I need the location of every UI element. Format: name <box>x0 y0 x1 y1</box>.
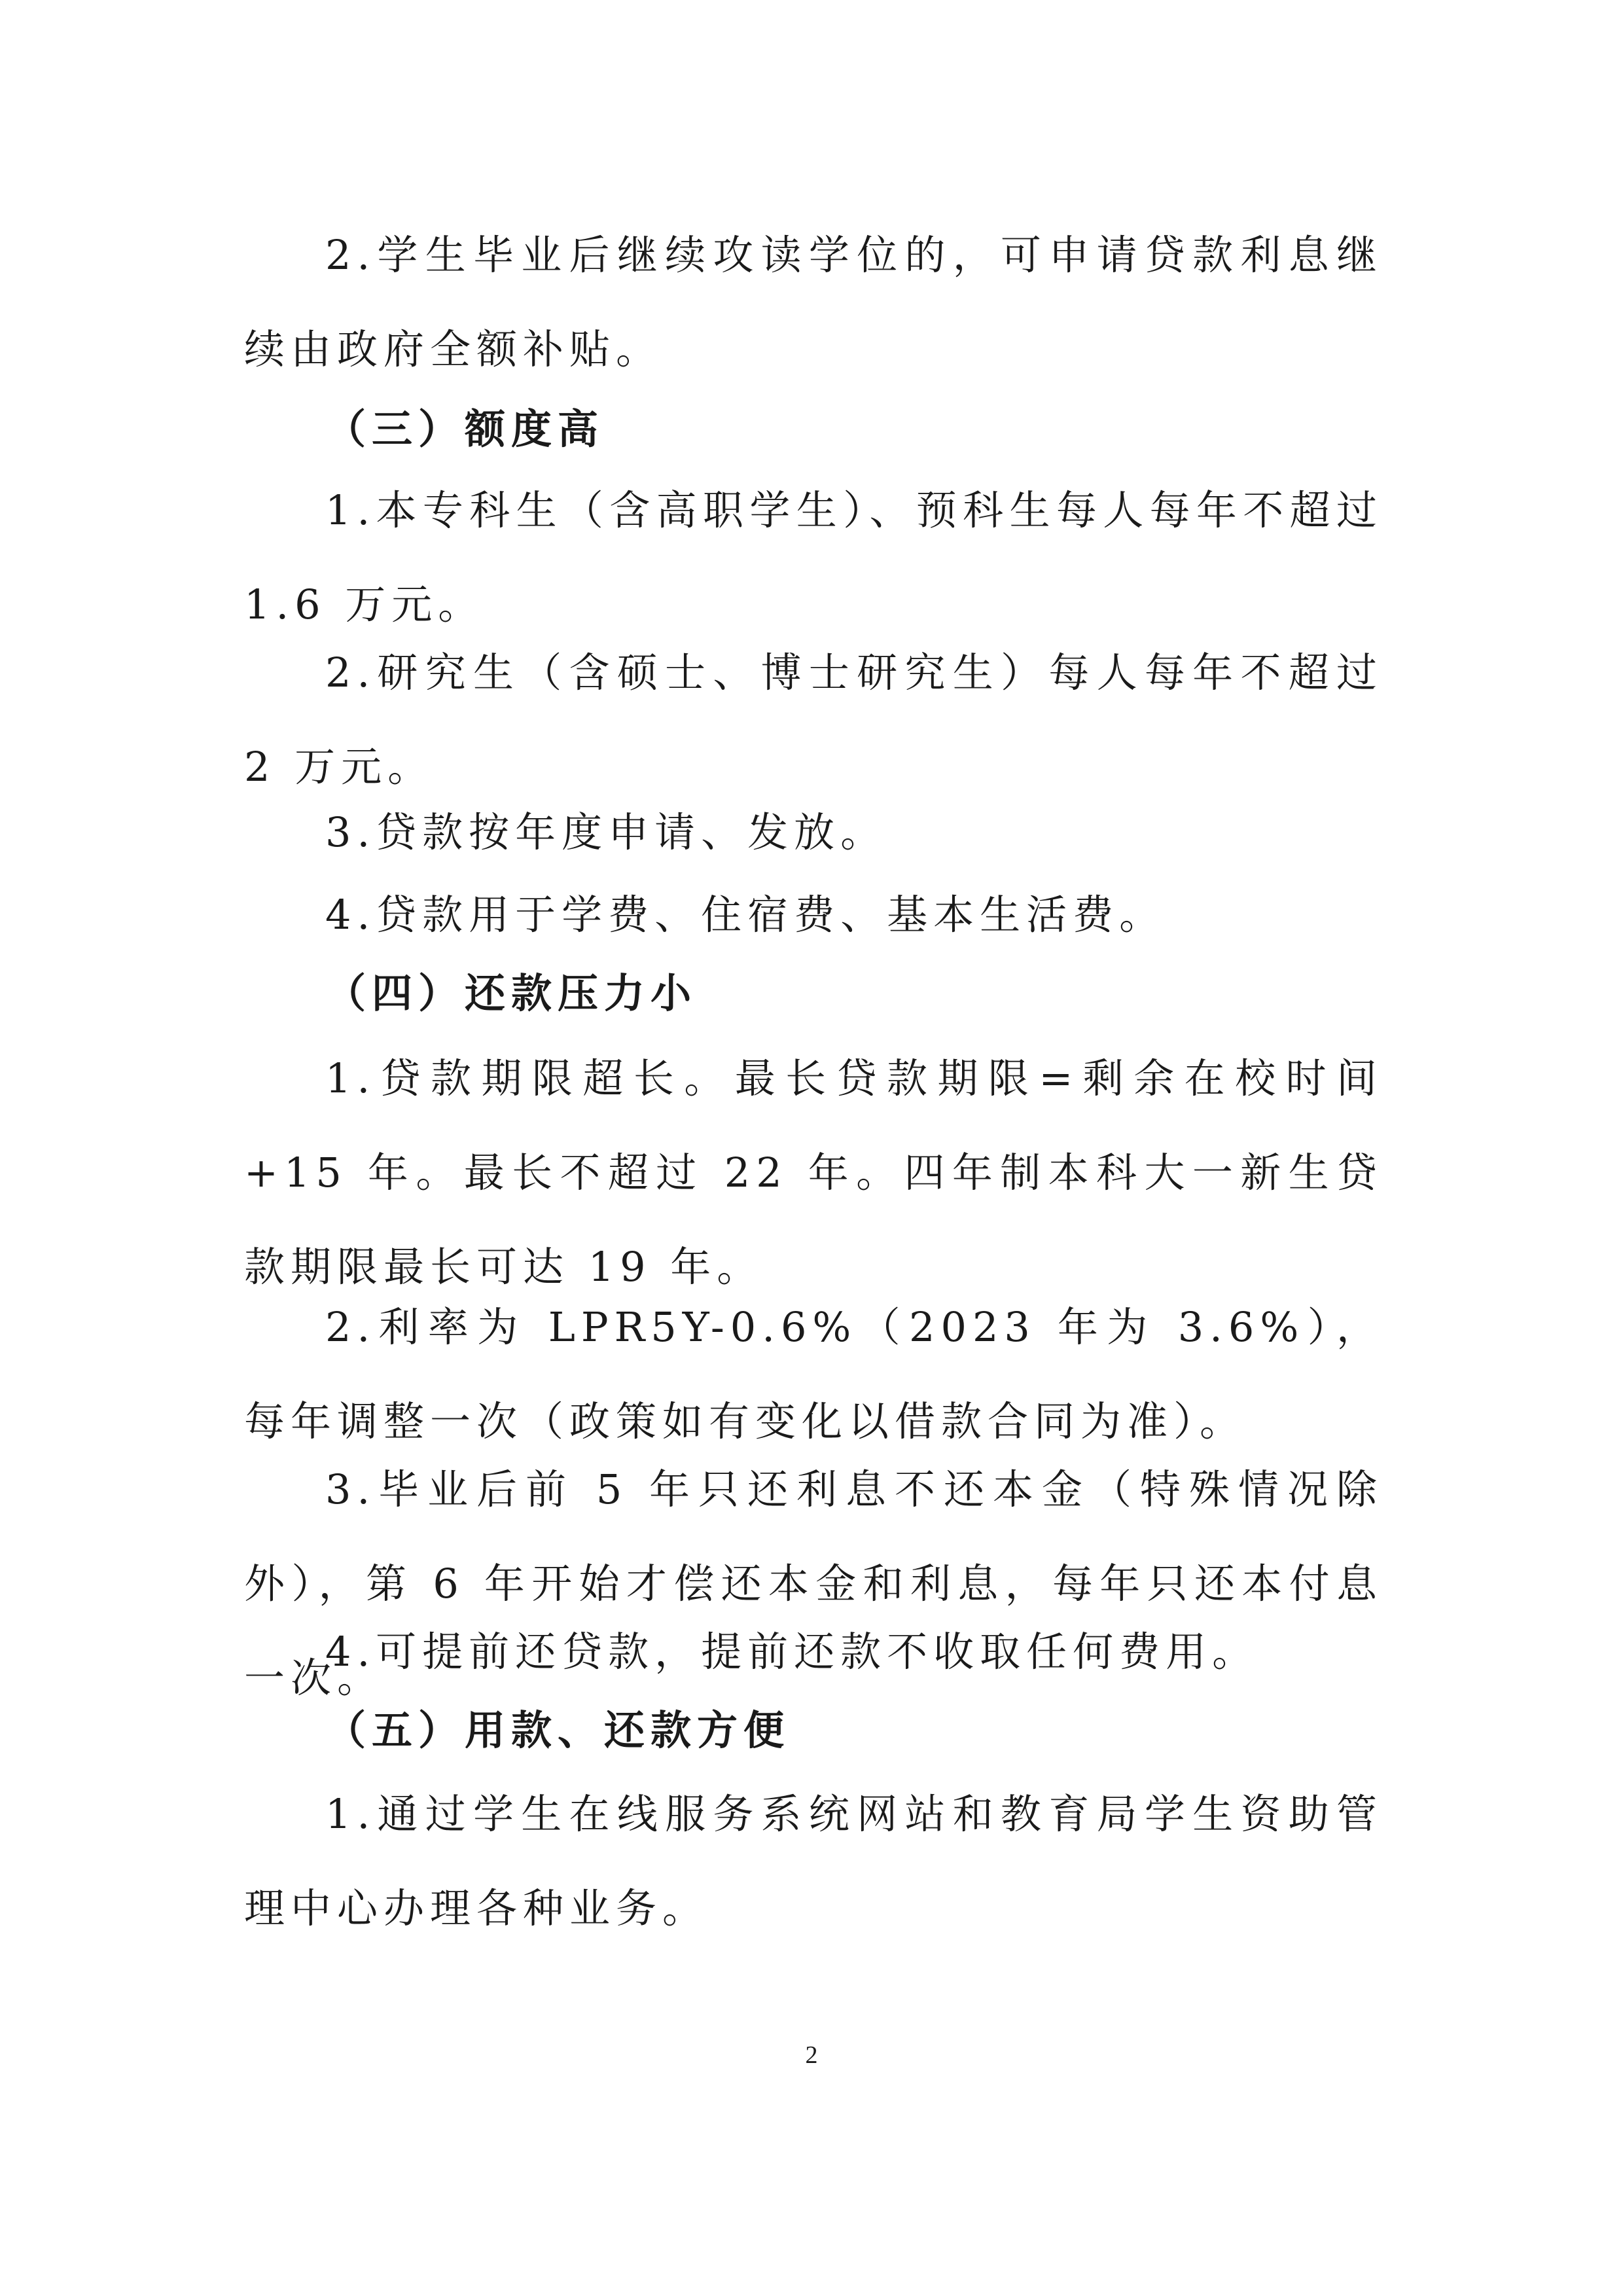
paragraph-early-repayment: 4.可提前还贷款，提前还款不收取任何费用。 <box>325 1628 1259 1676</box>
page-number: 2 <box>805 2041 818 2069</box>
paragraph-loan-term: 1.贷款期限超长。最长贷款期限=剩余在校时间+15 年。最长不超过 22 年。四年制本科大一新生贷款期限最长可达 19 年。 <box>244 1054 1383 1291</box>
heading-low-repayment-pressure: （四）还款压力小 <box>325 969 698 1017</box>
paragraph-interest-rate: 2.利率为 LPR5Y-0.6%（2023 年为 3.6%），每年调整一次（政策如有变化以借款合同为准）。 <box>244 1303 1383 1445</box>
paragraph-annual-application: 3.贷款按年度申请、发放。 <box>325 808 887 856</box>
heading-high-amount: （三）额度高 <box>325 405 605 453</box>
paragraph-graduate-limit: 2.研究生（含硕士、博士研究生）每人每年不超过 2 万元。 <box>244 649 1383 791</box>
paragraph-online-service: 1.通过学生在线服务系统网站和教育局学生资助管理中心办理各种业务。 <box>244 1790 1383 1932</box>
paragraph-grace-period: 3.毕业后前 5 年只还利息不还本金（特殊情况除外），第 6 年开始才偿还本金和利息，每年只还本付息一次。 <box>244 1465 1383 1702</box>
paragraph-undergraduate-limit: 1.本专科生（含高职学生）、预科生每人每年不超过 1.6 万元。 <box>244 486 1383 628</box>
paragraph-loan-usage: 4.贷款用于学费、住宿费、基本生活费。 <box>325 891 1166 939</box>
paragraph-graduate-study-subsidy: 2.学生毕业后继续攻读学位的，可申请贷款利息继续由政府全额补贴。 <box>244 231 1383 373</box>
heading-convenient-use-repayment: （五）用款、还款方便 <box>325 1706 791 1754</box>
